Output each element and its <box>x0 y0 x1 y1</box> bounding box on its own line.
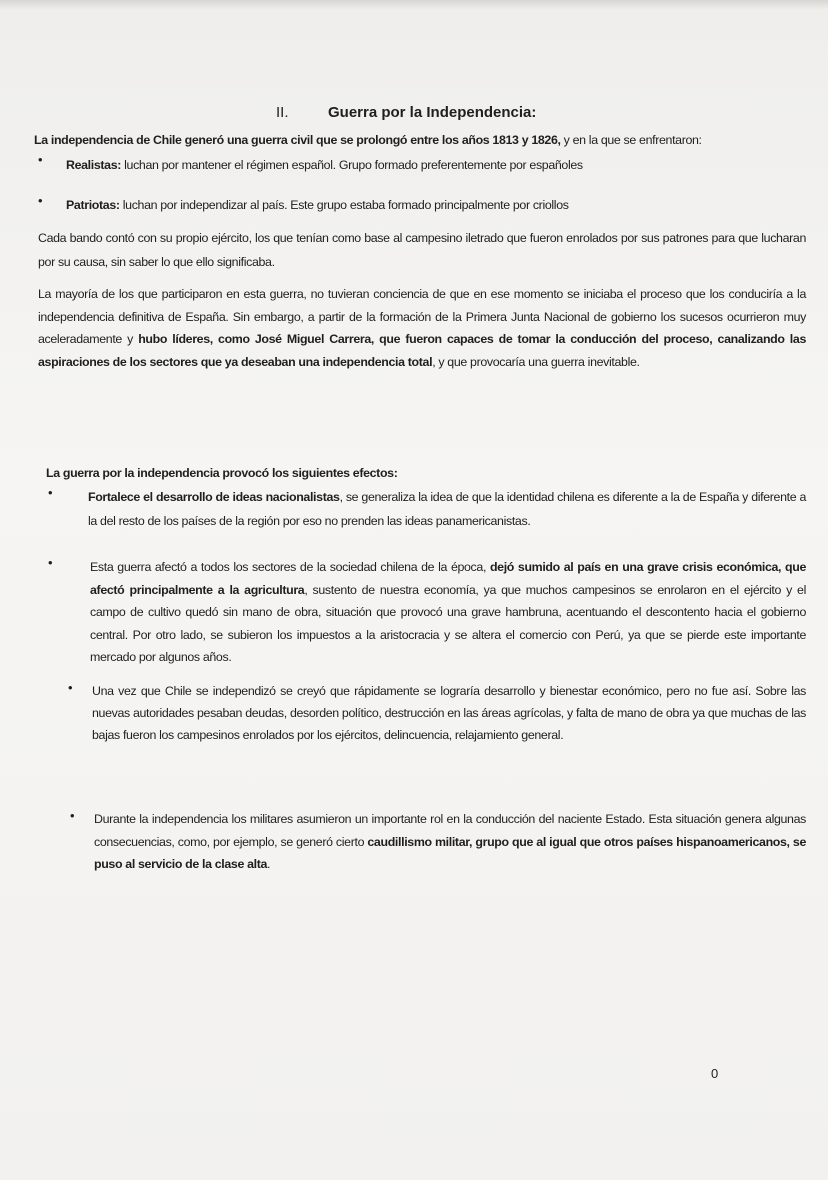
intro-paragraph <box>34 128 814 152</box>
para-bold: hubo líderes, como José Miguel Carrera, que fueron capaces de tomar la conducción del proceso, canalizando las aspiraciones de los sectores que ya deseaban una independencia total <box>38 332 806 369</box>
para-text: La mayoría de los que participaron en esta guerra, no tuvieran conciencia de que en ese momento se iniciaba el proceso que los conduciría a la independencia definitiva de España. Sin embargo, a partir de la formación de la Primera Junta Nacional de gobierno los sucesos ocurrieron muy aceleradamente y <box>38 287 806 346</box>
page-number: 0 <box>711 1066 719 1081</box>
effect-item <box>92 680 806 746</box>
intro-text: y en la que se enfrentaron: <box>560 133 702 147</box>
bullet: • <box>48 555 53 570</box>
effect-text: Durante la independencia los militares asumieron un importante rol en la conducción del naciente Estado. Esta situación genera algunas consecuencias, como, por ejemplo, se generó cierto <box>94 812 806 849</box>
paragraph-ejercitos: Cada bando contó con su propio ejército, los que tenían como base al campesino iletrado que fueron enrolados por sus patrones para que lucharan por su causa, sin saber lo que ello significaba. <box>38 231 806 269</box>
side-text: luchan por mantener el régimen español. Grupo formado preferentemente por españoles <box>121 158 583 172</box>
effect-text: , sustento de nuestra economía, ya que muchos campesinos se enrolaron en el ejército y el campo de cultivo quedó sin mano de obra, situación que provocó una grave hambruna, acentuando el descontento hacia el gobierno central. Por otro lado, se subieron los impuestos a la aristocracia y se altera el comercio con Perú, ya que se pierde este importante mercado por algunos años. <box>90 582 806 664</box>
effect-bold: caudillismo militar, grupo que al igual que otros países hispanoamericanos, se puso al servicio de la clase alta <box>94 834 806 871</box>
bullet: • <box>48 485 53 500</box>
section-title <box>276 104 536 121</box>
side-text: luchan por independizar al país. Este grupo estaba formado principalmente por criollos <box>119 198 569 212</box>
paper-edge <box>0 0 828 10</box>
bullet: • <box>68 680 73 695</box>
bullet: • <box>70 808 75 823</box>
paragraph-conciencia <box>38 283 806 373</box>
effect-item <box>90 556 806 669</box>
bullet: • <box>38 152 43 167</box>
effect-item <box>88 485 806 533</box>
effect-text: , se generaliza la idea de que la identidad chilena es diferente a la de España y diferente a la del resto de los países de la región por eso no prenden las ideas panamericanistas. <box>88 490 806 528</box>
effect-item <box>94 808 806 876</box>
para-text: , y que provocaría una guerra inevitable. <box>432 354 640 369</box>
effect-bold: dejó sumido al país en una grave crisis económica, que afectó principalmente a la agricultura <box>90 560 806 597</box>
effect-bold: Fortalece el desarrollo de ideas nacionalistas <box>88 490 340 504</box>
bullet: • <box>38 193 43 208</box>
effects-heading: La guerra por la independencia provocó los siguientes efectos: <box>46 466 398 480</box>
side-label: Realistas: <box>66 158 122 172</box>
effect-text: Una vez que Chile se independizó se creyó que rápidamente se lograría desarrollo y bienestar económico, pero no fue así. Sobre las nuevas autoridades pesaban deudas, desorden político, destrucción en las áreas agrícolas, y falta de mano de obra ya que muchas de las bajas fueron los campesinos enrolados por los ejércitos, delincuencia, relajamiento general. <box>92 684 806 742</box>
section-heading: Guerra por la Independencia: <box>328 104 537 121</box>
side-patriotas <box>66 193 806 217</box>
effect-text: . <box>267 857 271 871</box>
section-number: II. <box>276 104 289 121</box>
intro-bold: La independencia de Chile generó una guerra civil que se prolongó entre los años 1813 y 1826, <box>34 133 561 147</box>
side-realistas <box>66 153 806 177</box>
effect-text: Esta guerra afectó a todos los sectores de la sociedad chilena de la época, <box>90 560 490 574</box>
side-label: Patriotas: <box>66 198 120 212</box>
